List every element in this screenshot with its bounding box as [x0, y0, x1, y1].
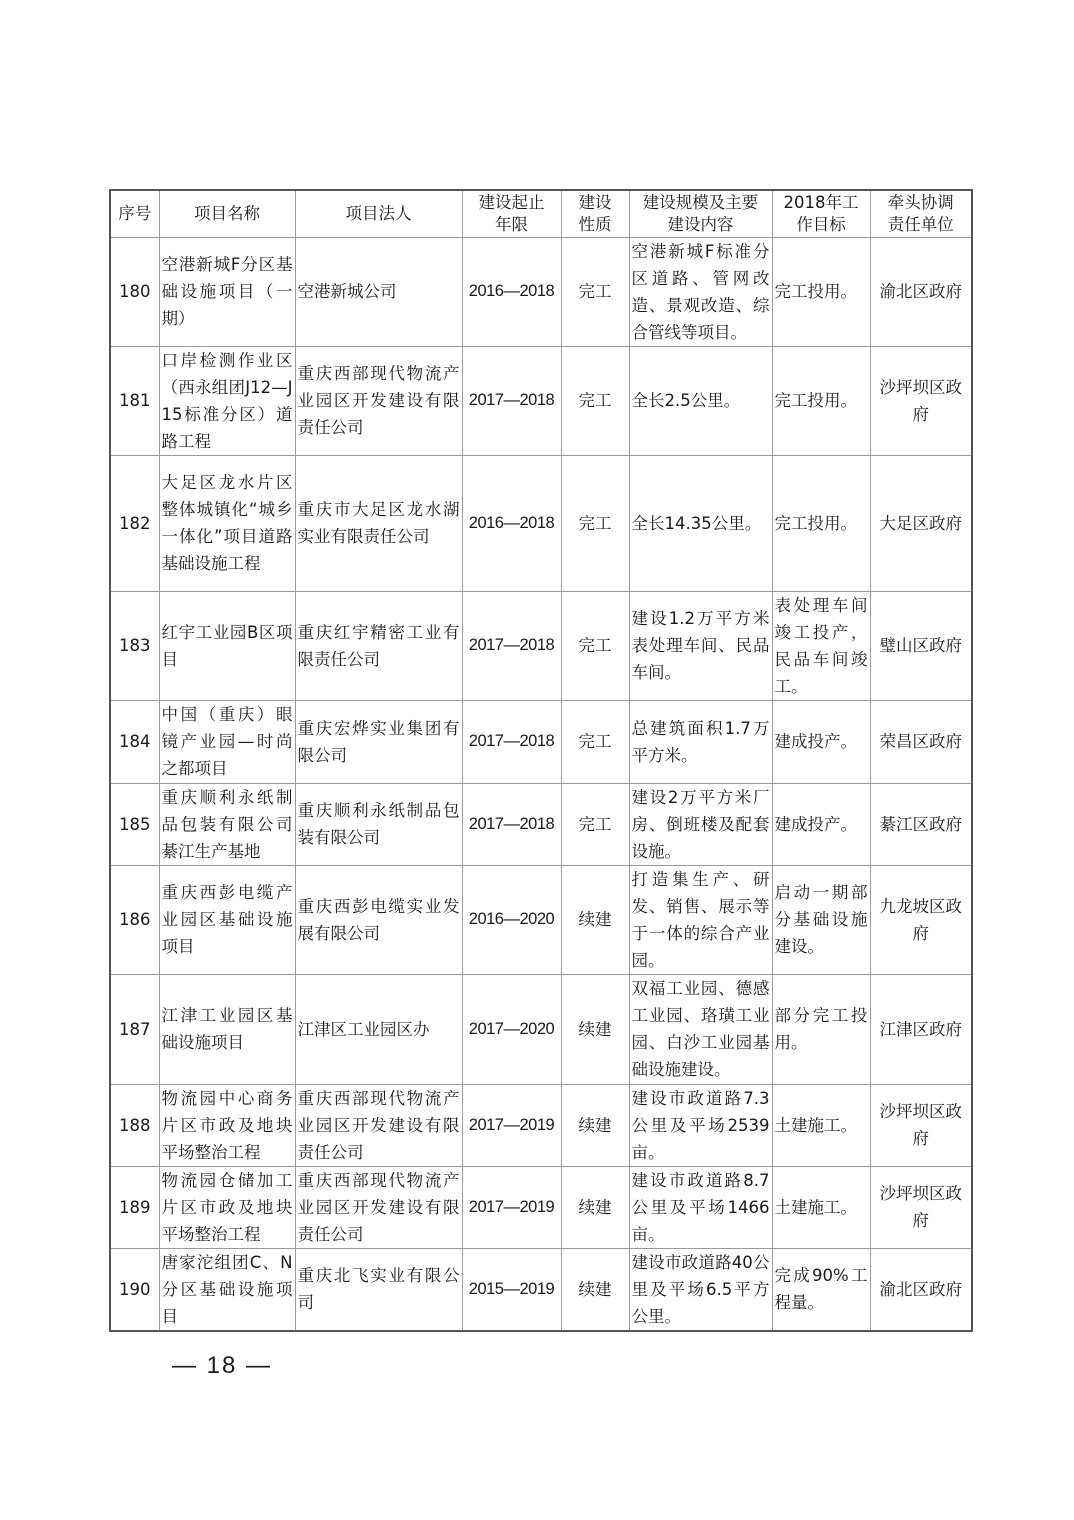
table-row — [110, 237, 972, 346]
construction-scope-cell: 建设2万平方米厂房、倒班楼及配套设施。 — [629, 783, 772, 865]
work-target-2018-cell: 建成投产。 — [772, 700, 870, 783]
responsible-unit-cell: 渝北区政府 — [870, 1248, 972, 1331]
construction-period-cell: 2017—2018 — [462, 783, 561, 865]
construction-nature-cell: 续建 — [561, 1248, 629, 1331]
header-owner: 项目法人 — [295, 190, 462, 237]
table-row — [110, 700, 972, 783]
table-row — [110, 591, 972, 700]
project-name-cell: 重庆顺利永纸制品包装有限公司綦江生产基地 — [159, 783, 295, 865]
header-target: 2018年工作目标 — [772, 190, 870, 237]
project-owner-cell: 重庆西部现代物流产业园区开发建设有限责任公司 — [295, 346, 462, 455]
table-row — [110, 1084, 972, 1166]
project-owner-cell: 重庆宏烨实业集团有限公司 — [295, 700, 462, 783]
work-target-2018-cell: 土建施工。 — [772, 1166, 870, 1248]
construction-scope-cell: 双福工业园、德感工业园、珞璜工业园、白沙工业园基础设施建设。 — [629, 974, 772, 1084]
construction-nature-cell: 完工 — [561, 591, 629, 700]
construction-nature-cell: 完工 — [561, 346, 629, 455]
table-row — [110, 783, 972, 865]
responsible-unit-cell: 沙坪坝区政府 — [870, 346, 972, 455]
construction-nature-cell: 续建 — [561, 865, 629, 974]
construction-scope-cell: 全长2.5公里。 — [629, 346, 772, 455]
construction-scope-cell: 打造集生产、研发、销售、展示等于一体的综合产业园。 — [629, 865, 772, 974]
project-name-cell: 江津工业园区基础设施项目 — [159, 974, 295, 1084]
header-no: 序号 — [110, 190, 159, 237]
construction-period-cell: 2016—2018 — [462, 237, 561, 346]
construction-scope-cell: 空港新城F标准分区道路、管网改造、景观改造、综合管线等项目。 — [629, 237, 772, 346]
construction-nature-cell: 完工 — [561, 237, 629, 346]
table-row — [110, 346, 972, 455]
project-name-cell: 口岸检测作业区（西永组团J12—J15标准分区）道路工程 — [159, 346, 295, 455]
row-number-cell: 186 — [110, 865, 159, 974]
construction-period-cell: 2017—2018 — [462, 700, 561, 783]
project-table — [109, 189, 973, 1332]
construction-period-cell: 2017—2019 — [462, 1166, 561, 1248]
row-number-cell: 185 — [110, 783, 159, 865]
responsible-unit-cell: 沙坪坝区政府 — [870, 1084, 972, 1166]
work-target-2018-cell: 建成投产。 — [772, 783, 870, 865]
project-name-cell: 空港新城F分区基础设施项目（一期） — [159, 237, 295, 346]
project-owner-cell: 重庆西彭电缆实业发展有限公司 — [295, 865, 462, 974]
construction-scope-cell: 建设市政道路8.7公里及平场1466亩。 — [629, 1166, 772, 1248]
row-number-cell: 190 — [110, 1248, 159, 1331]
responsible-unit-cell: 江津区政府 — [870, 974, 972, 1084]
work-target-2018-cell: 完工投用。 — [772, 455, 870, 591]
header-name: 项目名称 — [159, 190, 295, 237]
construction-nature-cell: 完工 — [561, 700, 629, 783]
row-number-cell: 180 — [110, 237, 159, 346]
construction-period-cell: 2015—2019 — [462, 1248, 561, 1331]
construction-scope-cell: 总建筑面积1.7万平方米。 — [629, 700, 772, 783]
project-name-cell: 重庆西彭电缆产业园区基础设施项目 — [159, 865, 295, 974]
construction-period-cell: 2017—2020 — [462, 974, 561, 1084]
project-owner-cell: 重庆北飞实业有限公司 — [295, 1248, 462, 1331]
project-owner-cell: 重庆红宇精密工业有限责任公司 — [295, 591, 462, 700]
row-number-cell: 184 — [110, 700, 159, 783]
project-name-cell: 大足区龙水片区整体城镇化“城乡一体化”项目道路基础设施工程 — [159, 455, 295, 591]
construction-nature-cell: 续建 — [561, 1166, 629, 1248]
work-target-2018-cell: 部分完工投用。 — [772, 974, 870, 1084]
responsible-unit-cell: 沙坪坝区政府 — [870, 1166, 972, 1248]
table-header-row — [110, 190, 972, 237]
construction-nature-cell: 完工 — [561, 455, 629, 591]
header-nature: 建设性质 — [561, 190, 629, 237]
header-scope: 建设规模及主要建设内容 — [629, 190, 772, 237]
project-name-cell: 红宇工业园B区项目 — [159, 591, 295, 700]
construction-scope-cell: 建设1.2万平方米表处理车间、民品车间。 — [629, 591, 772, 700]
project-owner-cell: 重庆西部现代物流产业园区开发建设有限责任公司 — [295, 1084, 462, 1166]
header-unit: 牵头协调责任单位 — [870, 190, 972, 237]
construction-period-cell: 2017—2019 — [462, 1084, 561, 1166]
construction-period-cell: 2016—2020 — [462, 865, 561, 974]
construction-nature-cell: 完工 — [561, 783, 629, 865]
project-owner-cell: 重庆顺利永纸制品包装有限公司 — [295, 783, 462, 865]
work-target-2018-cell: 表处理车间竣工投产，民品车间竣工。 — [772, 591, 870, 700]
project-owner-cell: 重庆市大足区龙水湖实业有限责任公司 — [295, 455, 462, 591]
responsible-unit-cell: 大足区政府 — [870, 455, 972, 591]
page-number: — 18 — — [172, 1352, 273, 1379]
responsible-unit-cell: 渝北区政府 — [870, 237, 972, 346]
table-row — [110, 974, 972, 1084]
work-target-2018-cell: 完工投用。 — [772, 346, 870, 455]
row-number-cell: 181 — [110, 346, 159, 455]
construction-nature-cell: 续建 — [561, 974, 629, 1084]
work-target-2018-cell: 完成90%工程量。 — [772, 1248, 870, 1331]
work-target-2018-cell: 完工投用。 — [772, 237, 870, 346]
construction-scope-cell: 全长14.35公里。 — [629, 455, 772, 591]
row-number-cell: 187 — [110, 974, 159, 1084]
construction-scope-cell: 建设市政道路40公里及平场6.5平方公里。 — [629, 1248, 772, 1331]
construction-period-cell: 2017—2018 — [462, 591, 561, 700]
row-number-cell: 189 — [110, 1166, 159, 1248]
project-owner-cell: 江津区工业园区办 — [295, 974, 462, 1084]
row-number-cell: 182 — [110, 455, 159, 591]
responsible-unit-cell: 綦江区政府 — [870, 783, 972, 865]
project-name-cell: 中国（重庆）眼镜产业园—时尚之都项目 — [159, 700, 295, 783]
table-row — [110, 1166, 972, 1248]
construction-period-cell: 2016—2018 — [462, 455, 561, 591]
work-target-2018-cell: 启动一期部分基础设施建设。 — [772, 865, 870, 974]
table-row — [110, 865, 972, 974]
project-name-cell: 唐家沱组团C、N分区基础设施项目 — [159, 1248, 295, 1331]
construction-nature-cell: 续建 — [561, 1084, 629, 1166]
header-period: 建设起止年限 — [462, 190, 561, 237]
responsible-unit-cell: 璧山区政府 — [870, 591, 972, 700]
responsible-unit-cell: 荣昌区政府 — [870, 700, 972, 783]
construction-period-cell: 2017—2018 — [462, 346, 561, 455]
project-owner-cell: 空港新城公司 — [295, 237, 462, 346]
project-name-cell: 物流园仓储加工片区市政及地块平场整治工程 — [159, 1166, 295, 1248]
table-row — [110, 455, 972, 591]
project-owner-cell: 重庆西部现代物流产业园区开发建设有限责任公司 — [295, 1166, 462, 1248]
row-number-cell: 183 — [110, 591, 159, 700]
construction-scope-cell: 建设市政道路7.3公里及平场2539亩。 — [629, 1084, 772, 1166]
responsible-unit-cell: 九龙坡区政府 — [870, 865, 972, 974]
table-row — [110, 1248, 972, 1331]
work-target-2018-cell: 土建施工。 — [772, 1084, 870, 1166]
project-name-cell: 物流园中心商务片区市政及地块平场整治工程 — [159, 1084, 295, 1166]
row-number-cell: 188 — [110, 1084, 159, 1166]
